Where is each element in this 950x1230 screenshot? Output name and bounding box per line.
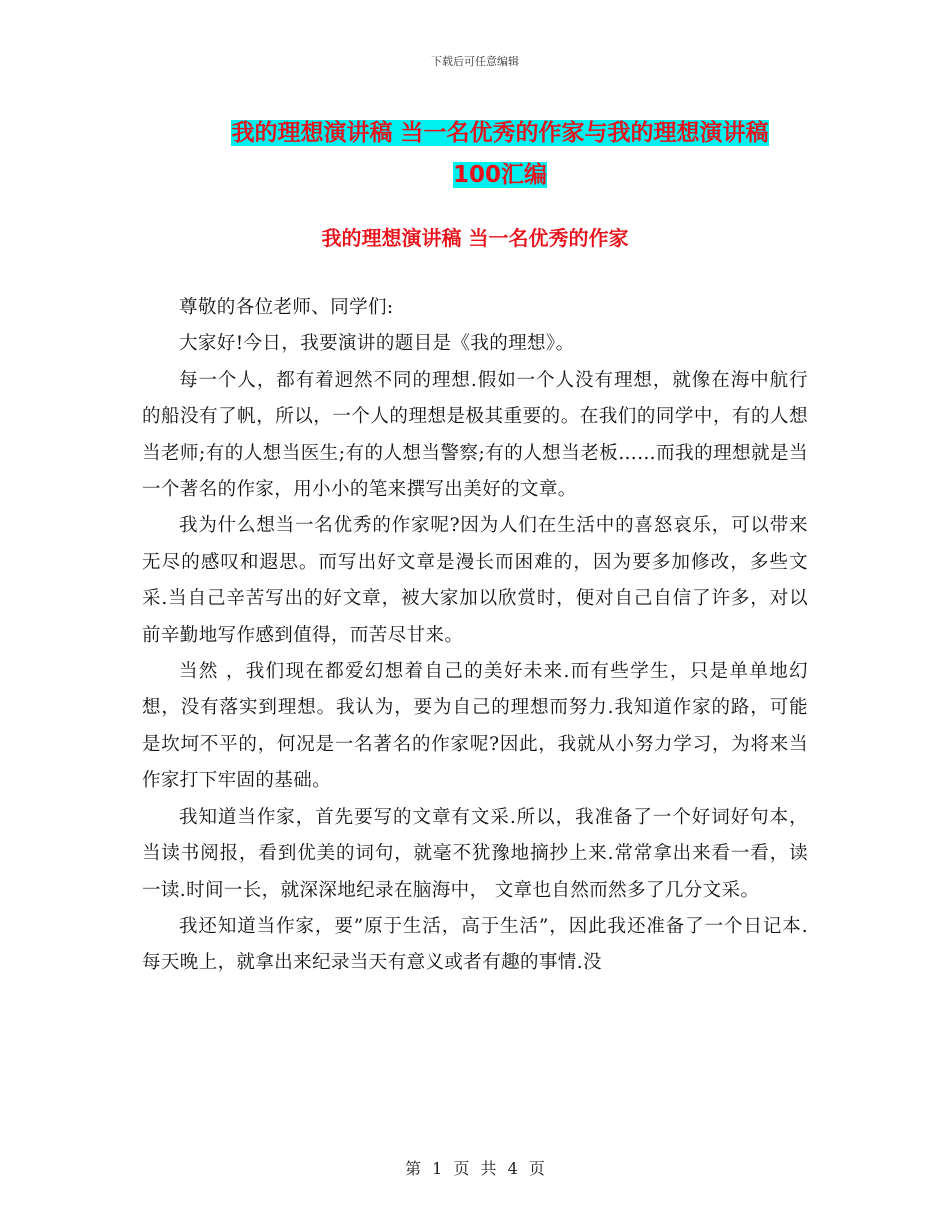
speech-subtitle: 我的理想演讲稿 当一名优秀的作家 — [321, 226, 629, 250]
paragraph: 我还知道当作家，要”原于生活，高于生活”，因此我还准备了一个日记本.每天晚上，就拿出来纪录当天有意义或者有趣的事情.没 — [142, 915, 808, 974]
paragraph: 每一个人，都有着迥然不同的理想.假如一个人没有理想，就像在海中航行的船没有了帆，所以，一个人的理想是极其重要的。在我们的同学中，有的人想当老师;有的人想当医生;有的人想当警察;有的人想当老板……而我的理想就是当一个著名的作家，用小小的笔来撰写出美好的文章。 — [142, 369, 808, 501]
paragraph: 我知道当作家，首先要写的文章有文采.所以，我准备了一个好词好句本，当读书阅报，看到优美的词句，就毫不犹豫地摘抄上来.常常拿出来看一看，读一读.时间一长，就深深地纪录在脑海中， 文章也自然而然多了几分文采。 — [142, 806, 808, 901]
paragraph: 我为什么想当一名优秀的作家呢?因为人们在生活中的喜怒哀乐，可以带来无尽的感叹和遐思。而写出好文章是漫长而困难的，因为要多加修改，多些文采.当自己辛苦写出的好文章，被大家加以欣赏时，便对自己自信了许多，对以前辛勤地写作感到值得，而苦尽甘来。 — [142, 515, 808, 646]
title-line-1: 我的理想演讲稿 当一名优秀的作家与我的理想演讲稿 — [231, 120, 769, 146]
paragraph-greeting: 尊敬的各位老师、同学们: — [179, 297, 394, 318]
body-text — [142, 290, 808, 982]
document-title — [140, 112, 860, 196]
page-number: 第 1 页 共 4 页 — [405, 1159, 545, 1178]
paragraph: 当然 ，我们现在都爱幻想着自己的美好未来.而有些学生，只是单单地幻想，没有落实到理想。我认为，要为自己的理想而努力.我知道作家的路，可能是坎坷不平的，何况是一名著名的作家呢?因此，我就从小努力学习，为将来当作家打下牢固的基础。 — [142, 661, 808, 792]
header-note: 下载后可任意编辑 — [431, 55, 519, 68]
title-line-2: 100汇编 — [452, 162, 547, 188]
paragraph-intro: 大家好!今日，我要演讲的题目是《我的理想》。 — [179, 333, 575, 355]
